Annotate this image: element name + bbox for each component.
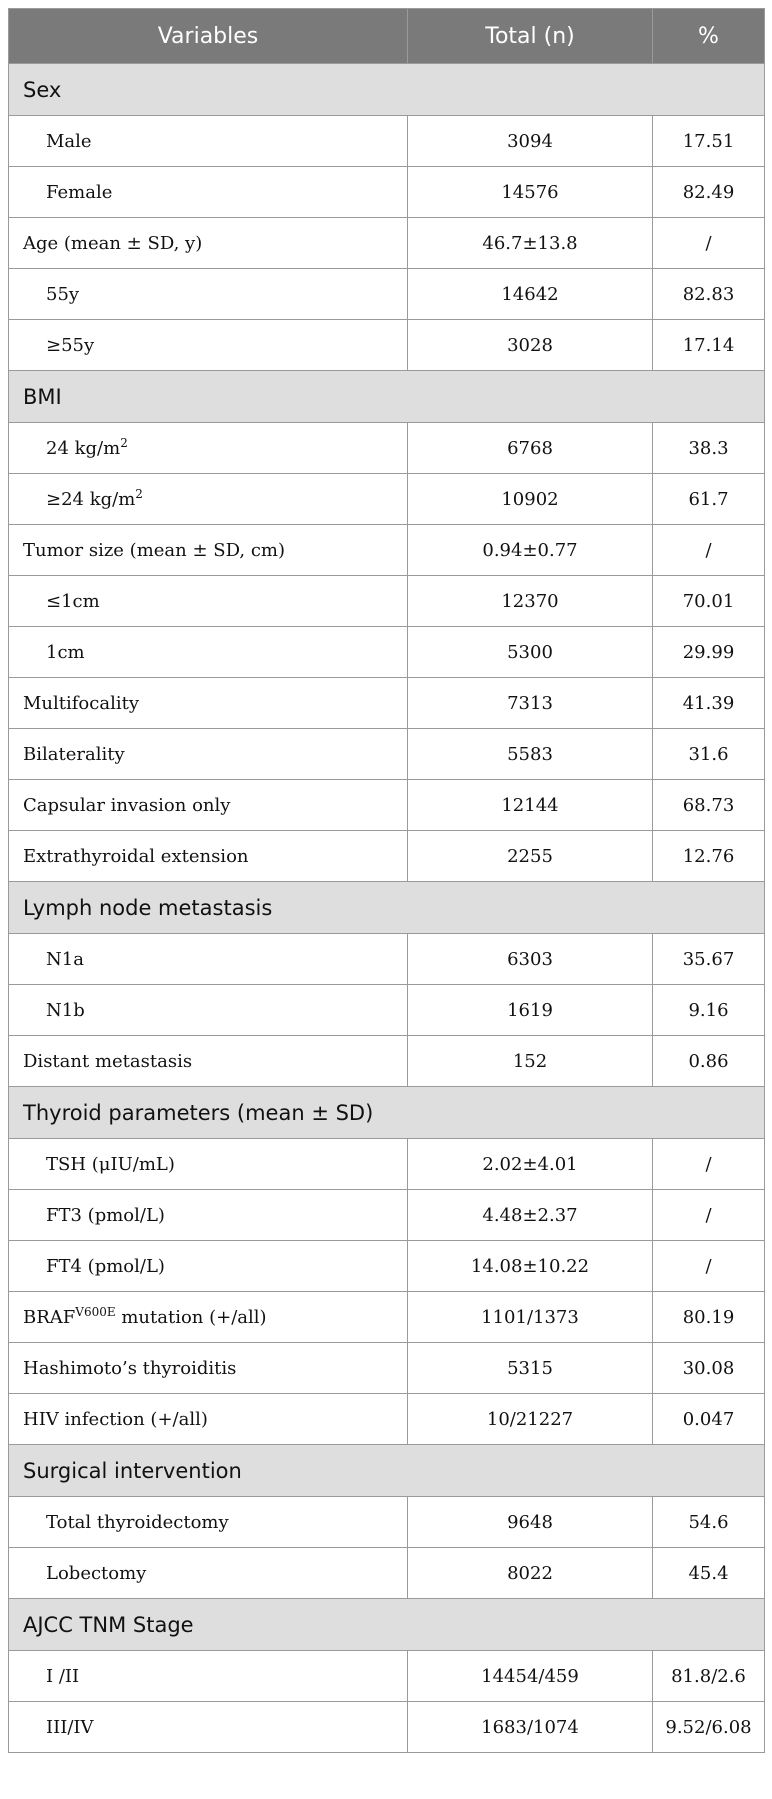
table-row bbox=[9, 167, 765, 218]
percent-cell: 45.4 bbox=[653, 1548, 765, 1599]
variable-cell bbox=[9, 729, 408, 780]
total-cell: 7313 bbox=[408, 678, 653, 729]
variable-label: Total thyroidectomy bbox=[46, 1511, 229, 1533]
section-title: AJCC TNM Stage bbox=[9, 1599, 765, 1651]
table-row bbox=[9, 831, 765, 882]
header-total: Total (n) bbox=[408, 9, 653, 64]
table-row bbox=[9, 116, 765, 167]
variable-label: Lobectomy bbox=[46, 1562, 147, 1584]
variable-cell bbox=[9, 1190, 408, 1241]
variable-label: Hashimoto’s thyroiditis bbox=[23, 1357, 237, 1379]
table-row bbox=[9, 218, 765, 269]
variable-cell bbox=[9, 934, 408, 985]
percent-cell: / bbox=[653, 1190, 765, 1241]
variable-label: III/IV bbox=[46, 1716, 94, 1738]
variable-label: BRAF bbox=[23, 1306, 76, 1328]
section-title: Surgical intervention bbox=[9, 1445, 765, 1497]
variable-cell bbox=[9, 1497, 408, 1548]
variable-cell bbox=[9, 627, 408, 678]
variable-label: Multifocality bbox=[23, 692, 139, 714]
header-variables: Variables bbox=[9, 9, 408, 64]
variable-label: Age (mean ± SD, y) bbox=[23, 232, 203, 254]
variable-cell bbox=[9, 116, 408, 167]
variable-cell bbox=[9, 1702, 408, 1753]
variable-cell bbox=[9, 1343, 408, 1394]
total-cell: 2255 bbox=[408, 831, 653, 882]
total-cell: 46.7±13.8 bbox=[408, 218, 653, 269]
variable-label: Distant metastasis bbox=[23, 1050, 193, 1072]
variable-label: 1cm bbox=[46, 641, 85, 663]
total-cell: 10902 bbox=[408, 474, 653, 525]
characteristics-table bbox=[8, 8, 765, 1753]
variable-label: I /II bbox=[46, 1665, 80, 1687]
variable-label: FT3 (pmol/L) bbox=[46, 1204, 165, 1226]
variable-label: Capsular invasion only bbox=[23, 794, 231, 816]
table-row bbox=[9, 423, 765, 474]
percent-cell: 54.6 bbox=[653, 1497, 765, 1548]
total-cell: 5315 bbox=[408, 1343, 653, 1394]
variable-cell bbox=[9, 1394, 408, 1445]
variable-cell bbox=[9, 831, 408, 882]
percent-cell: 38.3 bbox=[653, 423, 765, 474]
total-cell: 1619 bbox=[408, 985, 653, 1036]
percent-cell: 12.76 bbox=[653, 831, 765, 882]
table-row bbox=[9, 985, 765, 1036]
variable-cell bbox=[9, 576, 408, 627]
variable-label: ≤1cm bbox=[46, 590, 100, 612]
percent-cell: 81.8/2.6 bbox=[653, 1651, 765, 1702]
variable-cell bbox=[9, 678, 408, 729]
total-cell: 4.48±2.37 bbox=[408, 1190, 653, 1241]
variable-label: N1b bbox=[46, 999, 85, 1021]
percent-cell: 31.6 bbox=[653, 729, 765, 780]
percent-cell: 29.99 bbox=[653, 627, 765, 678]
table-row bbox=[9, 1702, 765, 1753]
variable-label: Extrathyroidal extension bbox=[23, 845, 249, 867]
variable-label: TSH (μIU/mL) bbox=[46, 1153, 175, 1175]
variable-label: Female bbox=[46, 181, 113, 203]
variable-superscript: V600E bbox=[75, 1304, 116, 1319]
section-row bbox=[9, 64, 765, 116]
variable-cell bbox=[9, 1548, 408, 1599]
table-row bbox=[9, 1651, 765, 1702]
table-row bbox=[9, 780, 765, 831]
percent-cell: 0.047 bbox=[653, 1394, 765, 1445]
table-row bbox=[9, 678, 765, 729]
variable-label: ≥24 kg/m bbox=[46, 488, 136, 510]
table-row bbox=[9, 1190, 765, 1241]
total-cell: 0.94±0.77 bbox=[408, 525, 653, 576]
variable-cell bbox=[9, 474, 408, 525]
table-row bbox=[9, 1394, 765, 1445]
total-cell: 5583 bbox=[408, 729, 653, 780]
total-cell: 14642 bbox=[408, 269, 653, 320]
percent-cell: 35.67 bbox=[653, 934, 765, 985]
variable-label: 55y bbox=[46, 283, 80, 305]
variable-cell bbox=[9, 1241, 408, 1292]
table-row bbox=[9, 1139, 765, 1190]
section-row bbox=[9, 371, 765, 423]
percent-cell: / bbox=[653, 1139, 765, 1190]
section-row bbox=[9, 1087, 765, 1139]
variable-cell bbox=[9, 1139, 408, 1190]
table-header bbox=[9, 9, 765, 64]
variable-cell bbox=[9, 780, 408, 831]
variable-cell bbox=[9, 269, 408, 320]
section-title: Thyroid parameters (mean ± SD) bbox=[9, 1087, 765, 1139]
variable-cell bbox=[9, 985, 408, 1036]
percent-cell: 82.49 bbox=[653, 167, 765, 218]
table-row bbox=[9, 1292, 765, 1343]
variable-label: Male bbox=[46, 130, 92, 152]
variable-superscript: 2 bbox=[135, 486, 143, 501]
total-cell: 8022 bbox=[408, 1548, 653, 1599]
variable-superscript: 2 bbox=[120, 435, 128, 450]
percent-cell: 30.08 bbox=[653, 1343, 765, 1394]
table-row bbox=[9, 1497, 765, 1548]
percent-cell: 9.52/6.08 bbox=[653, 1702, 765, 1753]
total-cell: 1683/1074 bbox=[408, 1702, 653, 1753]
section-row bbox=[9, 1445, 765, 1497]
total-cell: 1101/1373 bbox=[408, 1292, 653, 1343]
variable-label: FT4 (pmol/L) bbox=[46, 1255, 165, 1277]
percent-cell: / bbox=[653, 218, 765, 269]
table-row bbox=[9, 729, 765, 780]
table-row bbox=[9, 525, 765, 576]
percent-cell: 70.01 bbox=[653, 576, 765, 627]
total-cell: 14576 bbox=[408, 167, 653, 218]
total-cell: 3094 bbox=[408, 116, 653, 167]
table-row bbox=[9, 474, 765, 525]
variable-label: Bilaterality bbox=[23, 743, 125, 765]
variable-label: N1a bbox=[46, 948, 84, 970]
table-row bbox=[9, 1548, 765, 1599]
variable-label: ≥55y bbox=[46, 334, 95, 356]
total-cell: 14.08±10.22 bbox=[408, 1241, 653, 1292]
section-row bbox=[9, 1599, 765, 1651]
percent-cell: 68.73 bbox=[653, 780, 765, 831]
table-row bbox=[9, 320, 765, 371]
table-row bbox=[9, 576, 765, 627]
section-title: Sex bbox=[9, 64, 765, 116]
header-percent: % bbox=[653, 9, 765, 64]
percent-cell: 0.86 bbox=[653, 1036, 765, 1087]
total-cell: 152 bbox=[408, 1036, 653, 1087]
table-row bbox=[9, 934, 765, 985]
total-cell: 6303 bbox=[408, 934, 653, 985]
table-row bbox=[9, 269, 765, 320]
table-row bbox=[9, 1241, 765, 1292]
variable-cell bbox=[9, 1651, 408, 1702]
variable-label: HIV infection (+/all) bbox=[23, 1408, 208, 1430]
total-cell: 9648 bbox=[408, 1497, 653, 1548]
variable-cell bbox=[9, 218, 408, 269]
variable-cell bbox=[9, 525, 408, 576]
percent-cell: / bbox=[653, 1241, 765, 1292]
table-body bbox=[9, 64, 765, 1753]
percent-cell: 61.7 bbox=[653, 474, 765, 525]
percent-cell: 17.14 bbox=[653, 320, 765, 371]
variable-label: Tumor size (mean ± SD, cm) bbox=[23, 539, 286, 561]
variable-label-suffix: mutation (+/all) bbox=[115, 1306, 267, 1328]
percent-cell: / bbox=[653, 525, 765, 576]
percent-cell: 82.83 bbox=[653, 269, 765, 320]
percent-cell: 80.19 bbox=[653, 1292, 765, 1343]
section-title: Lymph node metastasis bbox=[9, 882, 765, 934]
total-cell: 6768 bbox=[408, 423, 653, 474]
percent-cell: 9.16 bbox=[653, 985, 765, 1036]
total-cell: 3028 bbox=[408, 320, 653, 371]
table-row bbox=[9, 627, 765, 678]
total-cell: 12144 bbox=[408, 780, 653, 831]
total-cell: 14454/459 bbox=[408, 1651, 653, 1702]
variable-cell bbox=[9, 1292, 408, 1343]
section-title: BMI bbox=[9, 371, 765, 423]
variable-label: 24 kg/m bbox=[46, 437, 121, 459]
variable-cell bbox=[9, 320, 408, 371]
table-row bbox=[9, 1343, 765, 1394]
variable-cell bbox=[9, 423, 408, 474]
total-cell: 5300 bbox=[408, 627, 653, 678]
total-cell: 12370 bbox=[408, 576, 653, 627]
total-cell: 10/21227 bbox=[408, 1394, 653, 1445]
percent-cell: 17.51 bbox=[653, 116, 765, 167]
percent-cell: 41.39 bbox=[653, 678, 765, 729]
table-row bbox=[9, 1036, 765, 1087]
variable-cell bbox=[9, 1036, 408, 1087]
variable-cell bbox=[9, 167, 408, 218]
section-row bbox=[9, 882, 765, 934]
total-cell: 2.02±4.01 bbox=[408, 1139, 653, 1190]
